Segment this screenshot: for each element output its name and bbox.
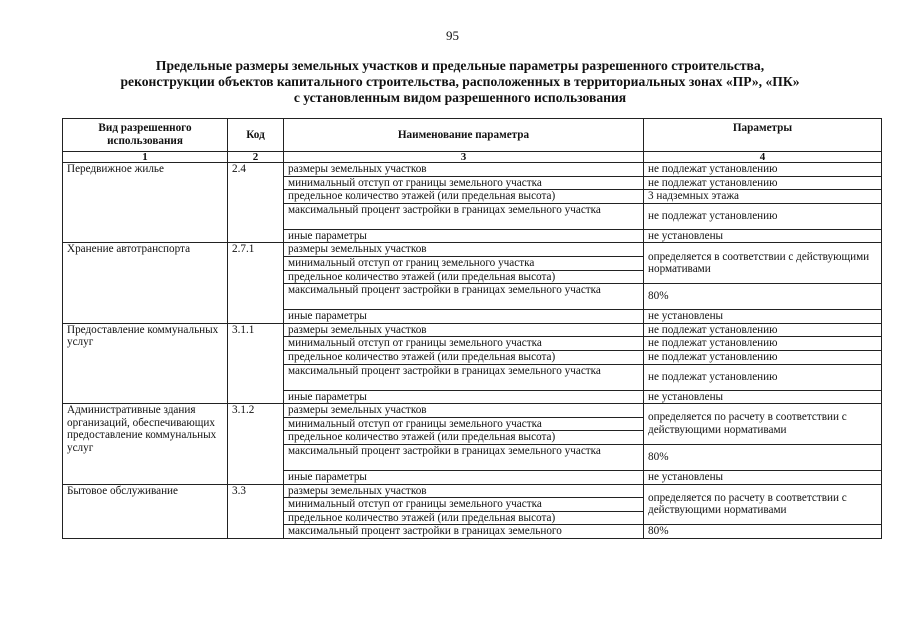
code-cell: 2.7.1 bbox=[228, 243, 284, 323]
param-name-cell: минимальный отступ от границ земельного участка bbox=[284, 256, 644, 270]
param-name-cell: размеры земельных участков bbox=[284, 404, 644, 418]
param-name-cell: максимальный процент застройки в границах земельного участка bbox=[284, 284, 644, 310]
parameters-table bbox=[62, 118, 882, 539]
param-value-cell: не подлежат установлению bbox=[644, 364, 882, 390]
param-name-cell: иные параметры bbox=[284, 229, 644, 243]
use-type-cell: Административные здания организаций, обеспечивающих предоставление коммунальных услуг bbox=[63, 404, 228, 484]
param-value-cell: не установлены bbox=[644, 390, 882, 404]
param-name-cell: предельное количество этажей (или предельная высота) bbox=[284, 190, 644, 204]
table-row bbox=[63, 323, 882, 337]
code-cell: 2.4 bbox=[228, 163, 284, 243]
page-number: 95 bbox=[446, 28, 459, 43]
param-name-cell: предельное количество этажей (или предельная высота) bbox=[284, 431, 644, 445]
header-code: Код bbox=[228, 119, 284, 152]
param-value-cell: не установлены bbox=[644, 470, 882, 484]
column-number: 2 bbox=[228, 152, 284, 163]
param-name-cell: максимальный процент застройки в границах земельного bbox=[284, 525, 644, 539]
use-type-cell: Бытовое обслуживание bbox=[63, 484, 228, 538]
column-number: 4 bbox=[644, 152, 882, 163]
param-name-cell: иные параметры bbox=[284, 470, 644, 484]
param-name-cell: максимальный процент застройки в границах земельного участка bbox=[284, 364, 644, 390]
param-name-cell: минимальный отступ от границы земельного участка bbox=[284, 417, 644, 431]
param-name-cell: максимальный процент застройки в границах земельного участка bbox=[284, 444, 644, 470]
param-value-cell: не установлены bbox=[644, 310, 882, 324]
param-name-cell: размеры земельных участков bbox=[284, 243, 644, 257]
header-row bbox=[63, 119, 882, 152]
param-value-cell: не подлежат установлению bbox=[644, 350, 882, 364]
param-name-cell: иные параметры bbox=[284, 310, 644, 324]
title-line-3: с установленным видом разрешенного использования bbox=[293, 90, 627, 105]
use-type-cell: Передвижное жилье bbox=[63, 163, 228, 243]
param-name-cell: иные параметры bbox=[284, 390, 644, 404]
param-name-cell: размеры земельных участков bbox=[284, 323, 644, 337]
param-name-cell: максимальный процент застройки в границах земельного участка bbox=[284, 203, 644, 229]
param-name-cell: предельное количество этажей (или предельная высота) bbox=[284, 511, 644, 525]
document-title bbox=[60, 58, 860, 106]
param-value-cell: не подлежат установлению bbox=[644, 323, 882, 337]
code-cell: 3.1.2 bbox=[228, 404, 284, 484]
param-name-cell: минимальный отступ от границы земельного участка bbox=[284, 337, 644, 351]
merged-value-cell: определяется в соответствии с действующими нормативами bbox=[644, 243, 882, 284]
code-cell: 3.1.1 bbox=[228, 323, 284, 403]
param-value-cell: не подлежат установлению bbox=[644, 176, 882, 190]
title-line-1: Предельные размеры земельных участков и предельные параметры разрешенного строительства, bbox=[155, 58, 765, 73]
column-number: 1 bbox=[63, 152, 228, 163]
param-value-cell: 3 надземных этажа bbox=[644, 190, 882, 204]
param-value-cell: 80% bbox=[644, 525, 882, 539]
header-params: Параметры bbox=[644, 119, 882, 152]
param-name-cell: минимальный отступ от границы земельного участка bbox=[284, 498, 644, 512]
param-value-cell: не подлежат установлению bbox=[644, 337, 882, 351]
param-value-cell: не подлежат установлению bbox=[644, 203, 882, 229]
param-name-cell: предельное количество этажей (или предельная высота) bbox=[284, 270, 644, 284]
table-row bbox=[63, 243, 882, 257]
merged-value-cell: определяется по расчету в соответствии с действующими нормативами bbox=[644, 484, 882, 525]
param-name-cell: предельное количество этажей (или предельная высота) bbox=[284, 350, 644, 364]
table-row bbox=[63, 484, 882, 498]
column-number-row bbox=[63, 152, 882, 163]
param-value-cell: 80% bbox=[644, 444, 882, 470]
use-type-cell: Хранение автотранспорта bbox=[63, 243, 228, 323]
column-number: 3 bbox=[284, 152, 644, 163]
param-name-cell: минимальный отступ от границы земельного участка bbox=[284, 176, 644, 190]
title-line-2: реконструкции объектов капитального строительства, расположенных в территориальных зонах «ПР», «ПК» bbox=[120, 74, 800, 89]
param-name-cell: размеры земельных участков bbox=[284, 163, 644, 177]
param-value-cell: не подлежат установлению bbox=[644, 163, 882, 177]
table-row bbox=[63, 163, 882, 177]
header-use-type: Вид разрешенного использования bbox=[63, 119, 228, 152]
param-value-cell: не установлены bbox=[644, 229, 882, 243]
code-cell: 3.3 bbox=[228, 484, 284, 538]
use-type-cell: Предоставление коммунальных услуг bbox=[63, 323, 228, 403]
param-name-cell: размеры земельных участков bbox=[284, 484, 644, 498]
param-value-cell: 80% bbox=[644, 284, 882, 310]
header-param-name: Наименование параметра bbox=[284, 119, 644, 152]
merged-value-cell: определяется по расчету в соответствии с действующими нормативами bbox=[644, 404, 882, 445]
table-row bbox=[63, 404, 882, 418]
